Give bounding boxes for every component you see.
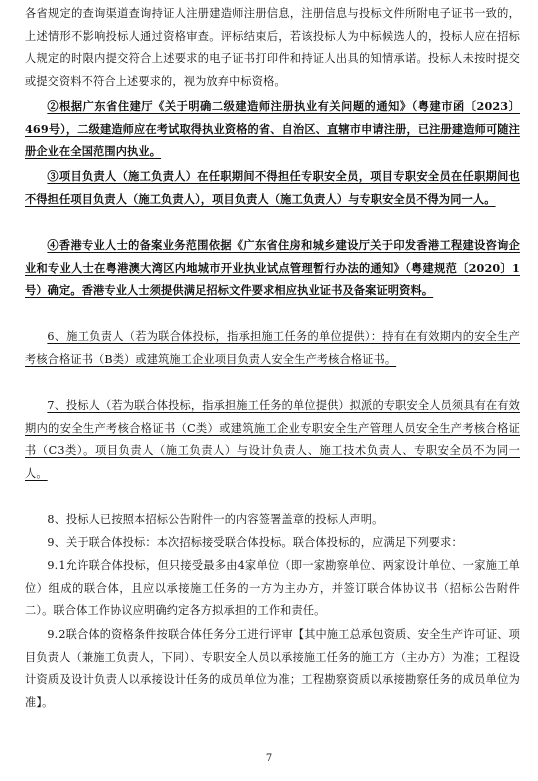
- paragraph-item-9: [25, 532, 520, 555]
- paragraph-hong-kong-professionals: [25, 234, 520, 302]
- paragraph-project-leader-rule: [25, 165, 520, 210]
- paragraph-text: 8、投标人已按照本招标公告附件一的内容签署盖章的投标人声明。: [47, 513, 384, 526]
- paragraph-item-9-2: [25, 624, 520, 714]
- paragraph-item-8: [25, 509, 520, 532]
- paragraph-item-6: [25, 326, 520, 371]
- paragraph-text: 9、关于联合体投标：本次招标接受联合体投标。联合体投标的，应满足下列要求：: [47, 536, 463, 549]
- paragraph-text: 9.1允许联合体投标，但只接受最多由4家单位（即一家勘察单位、两家设计单位、一家施工单位）组成的联合体，且应以承接施工任务的一方为主办方，并签订联合体协议书（招标公告附件二）。联合体工作协议应明确约定各方拟承担的工作和责任。: [25, 559, 520, 618]
- paragraph-item-7: [25, 395, 520, 485]
- paragraph-item-9-1: [25, 555, 520, 623]
- paragraph-text: 各省规定的查询渠道查询持证人注册建造师注册信息，注册信息与投标文件所附电子证书一致的，上述情形不影响投标人通过资格审查。评标结束后，若该投标人为中标候选人的，投标人应在招标人规定的时限内提交符合上述要求的电子证书打印件和持证人出具的知情承诺。投标人未按时提交或提交资料不符合上述要求的，视为放弃中标资格。: [25, 7, 520, 88]
- paragraph-text: ④香港专业人士的备案业务范围依据《广东省住房和城乡建设厅关于印发香港工程建设咨询企业和专业人士在粤港澳大湾区内地城市开业执业试点管理暂行办法的通知》（粤建规范〔2020〕1号）确定。香港专业人士须提供满足招标文件要求相应执业证书及备案证明资料。: [25, 238, 520, 298]
- paragraph-text: 7、投标人（若为联合体投标，指承担施工任务的单位提供）拟派的专职安全人员须具有在有效期内的安全生产考核合格证书（C类）或建筑施工企业专职安全生产管理人员安全生产考核合格证书（C3类）。项目负责人（施工负责人）与设计负责人、施工技术负责人、专职安全员不为同一人。: [25, 399, 520, 480]
- paragraph-verification-rules: [25, 3, 520, 93]
- paragraph-text: 9.2联合体的资格条件按联合体任务分工进行评审【其中施工总承包资质、安全生产许可证、项目负责人（兼施工负责人，下同）、专职安全人员以承接施工任务的施工方（主办方）为准；工程设计资质及设计负责人以承接设计任务的成员单位为准；工程勘察资质以承接勘察任务的成员单位为准】。: [25, 628, 520, 709]
- paragraph-text: ③项目负责人（施工负责人）在任职期间不得担任专职安全员，项目专职安全员在任职期间也不得担任项目负责人（施工负责人），项目负责人（施工负责人）与专职安全员不得为同一人。: [25, 169, 520, 206]
- paragraph-guangdong-notice: [25, 95, 520, 163]
- paragraph-text: 6、施工负责人（若为联合体投标，指承担施工任务的单位提供）：持有在有效期内的安全生产考核合格证书（B类）或建筑施工企业项目负责人安全生产考核合格证书。: [25, 330, 520, 366]
- page-number: 7: [265, 753, 273, 764]
- paragraph-text: ②根据广东省住建厅《关于明确二级建造师注册执业有关问题的通知》（粤建市函〔2023〕469号），二级建造师应在考试取得执业资格的省、自治区、直辖市申请注册，已注册建造师可随注册企业在全国范围内执业。: [25, 99, 520, 159]
